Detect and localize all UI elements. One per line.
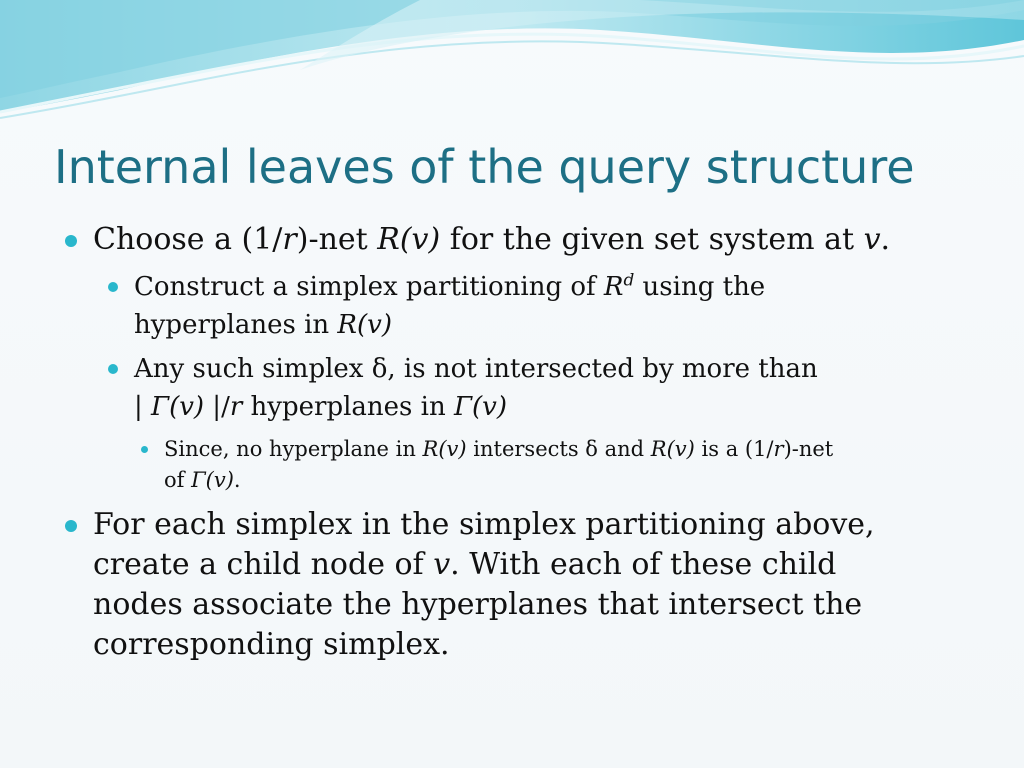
text: |/ xyxy=(204,392,230,422)
text: intersects δ and xyxy=(466,437,651,461)
text: create a child node of xyxy=(93,547,434,582)
text: Construct a simplex partitioning of xyxy=(134,272,604,302)
bullet-dot xyxy=(108,364,118,374)
text: )-net xyxy=(783,437,834,461)
bullet-since-no-hyperplane xyxy=(164,434,833,496)
line xyxy=(164,465,833,496)
text-italic: Γ(v) xyxy=(151,392,205,422)
bullet-dot xyxy=(141,446,148,453)
line: corresponding simplex. xyxy=(93,627,450,662)
line xyxy=(93,545,875,585)
text-italic: r xyxy=(773,437,784,461)
bullet-construct-partitioning xyxy=(134,268,765,344)
text: | xyxy=(134,392,152,422)
slide-title: Internal leaves of the query structure xyxy=(54,140,915,194)
line: nodes associate the hyperplanes that intersect the xyxy=(93,587,863,622)
bullet-dot xyxy=(65,520,77,532)
text: is a (1/ xyxy=(694,437,774,461)
bullet-child-nodes xyxy=(93,505,875,665)
text-italic: Γ(v) xyxy=(191,468,234,492)
bullet-dot xyxy=(65,235,77,247)
text: )-net xyxy=(296,222,378,257)
text: using the xyxy=(634,272,766,302)
text: of xyxy=(164,468,192,492)
text-italic: v xyxy=(433,547,451,582)
text-italic: r xyxy=(229,392,243,422)
text-italic: R(v) xyxy=(422,437,467,461)
text-italic: R(v) xyxy=(650,437,695,461)
text-italic: R(v) xyxy=(337,310,392,340)
bullet-choose-net xyxy=(93,220,890,260)
text: Any such simplex δ, is not intersected by more than xyxy=(134,354,818,384)
line xyxy=(134,350,818,388)
line xyxy=(134,388,818,426)
line xyxy=(134,268,765,306)
text-italic: r xyxy=(282,222,297,257)
superscript: d xyxy=(623,269,635,290)
text-italic: R(v) xyxy=(377,222,441,257)
text: for the given set system at xyxy=(440,222,864,257)
text: hyperplanes in xyxy=(134,310,338,340)
text: . With each of these child xyxy=(450,547,837,582)
bullet-dot xyxy=(108,282,118,292)
text-italic: Γ(v) xyxy=(453,392,507,422)
text: . xyxy=(880,222,891,257)
bullet-simplex-intersection xyxy=(134,350,818,426)
text-italic: v xyxy=(863,222,881,257)
line: For each simplex in the simplex partitioning above, xyxy=(93,507,875,542)
text: hyperplanes in xyxy=(242,392,454,422)
text: Choose a (1/ xyxy=(93,222,283,257)
text: . xyxy=(233,468,241,492)
text-italic: R xyxy=(603,272,624,302)
line xyxy=(164,434,833,465)
line xyxy=(134,306,765,344)
text: Since, no hyperplane in xyxy=(164,437,423,461)
